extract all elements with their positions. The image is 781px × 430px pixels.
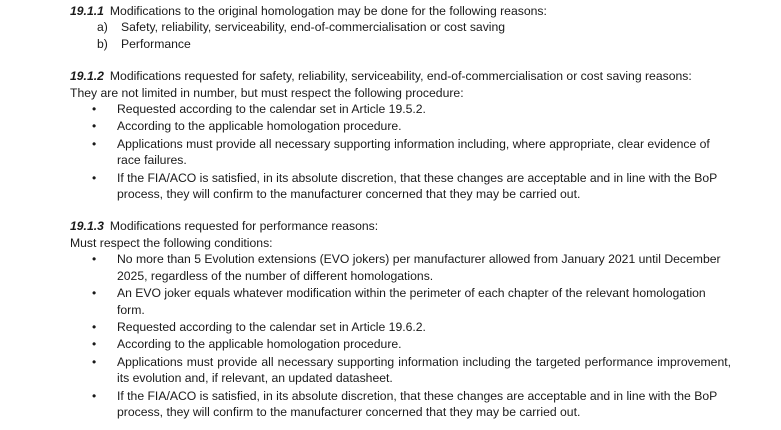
section-heading [70,3,731,19]
list-item-text: If the FIA/ACO is satisfied, in its absolute discretion, that these changes are acceptable and in line with the BoP process, they will confirm to the manufacturer concerned that they may be carried out. [117,388,718,419]
section-number: 19.1.3 [70,219,104,234]
section-subtext: Must respect the following conditions: [70,235,273,250]
list-marker: b) [97,36,108,51]
list-item [92,285,731,318]
list-item [92,136,731,169]
list-item-text: According to the applicable homologation procedure. [117,119,402,134]
list-item-text: If the FIA/ACO is satisfied, in its absolute discretion, that these changes are acceptable and in line with the BoP process, they will confirm to the manufacturer concerned that they may be carried out. [117,170,718,202]
list-item [92,251,731,284]
bullet-icon: • [92,136,97,151]
bullet-icon: • [92,388,97,403]
list-item [92,170,731,203]
list-item-text: No more than 5 Evolution extensions (EVO jokers) per manufacturer allowed from January 2021 until December 2025, regardless of the number of different homologations. [117,252,721,283]
section-text: Modifications requested for performance reasons: [109,219,379,234]
list-item [92,336,731,352]
bullet-icon: • [92,337,97,352]
section-19-1-3 [70,218,731,420]
list-item [92,118,731,134]
bullet-icon: • [92,252,97,267]
section-heading [70,68,731,84]
list-item [97,19,731,35]
conditions-list [70,251,731,420]
list-item-text: An EVO joker equals whatever modification within the perimeter of each chapter of the relevant homologation form. [117,286,706,317]
section-19-1-1 [70,3,731,52]
reason-list [70,19,731,52]
section-number: 19.1.1 [70,4,104,18]
section-heading [70,218,731,234]
bullet-icon: • [92,319,97,334]
section-19-1-2 [70,68,731,202]
bullet-icon: • [92,354,97,369]
section-text: Modifications requested for safety, reliability, serviceability, end-of-commercialisation or cost saving reasons: [109,69,692,84]
list-item [92,388,731,421]
list-item [97,36,731,52]
section-subtext: They are not limited in number, but must respect the following procedure: [70,85,464,100]
bullet-icon: • [92,102,97,117]
section-text: Modifications to the original homologation may be done for the following reasons: [109,4,547,18]
list-item-text: Applications must provide all necessary supporting information including the targeted performance improvement, its evolution and, if relevant, an updated datasheet. [117,354,731,386]
list-item-text: Requested according to the calendar set in Article 19.6.2. [117,319,426,334]
list-item [92,101,731,117]
list-item-text: According to the applicable homologation procedure. [117,337,402,352]
section-number: 19.1.2 [70,69,104,84]
bullet-icon: • [92,286,97,301]
list-item [92,319,731,335]
list-item-text: Requested according to the calendar set in Article 19.5.2. [117,102,426,117]
list-item [92,354,731,387]
list-item-text: Safety, reliability, serviceability, end-of-commercialisation or cost saving [121,20,506,35]
bullet-icon: • [92,170,97,185]
list-item-text: Performance [121,36,191,51]
list-marker: a) [97,20,108,35]
bullet-icon: • [92,119,97,134]
procedure-list [70,101,731,202]
list-item-text: Applications must provide all necessary supporting information including, where appropriate, clear evidence of race failures. [117,136,710,168]
